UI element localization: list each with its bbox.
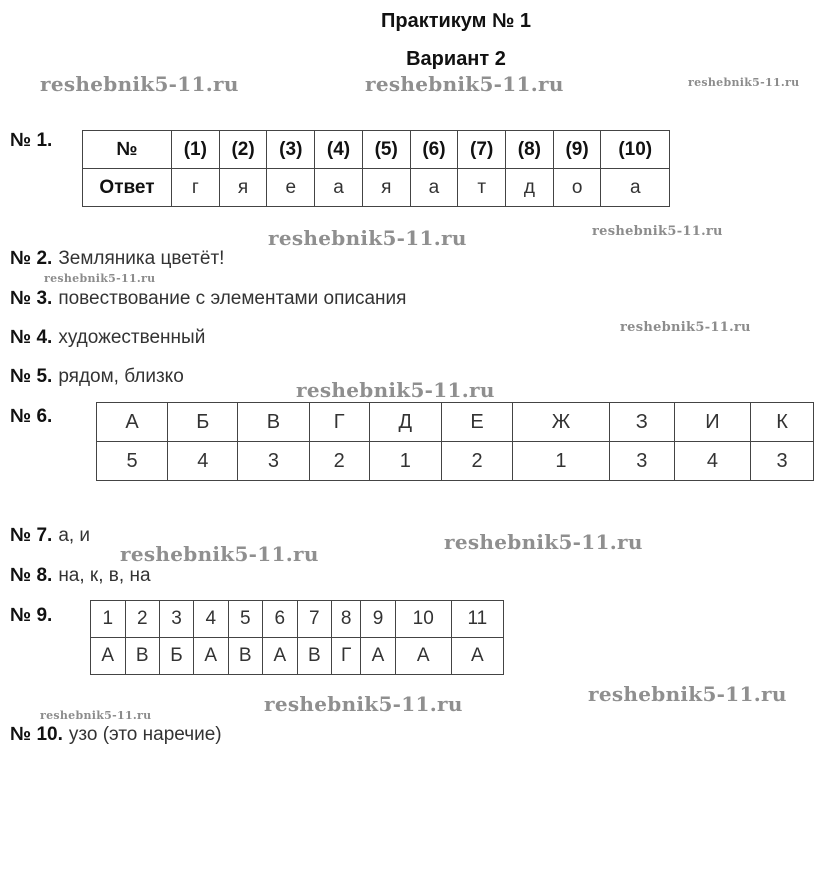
task-6 — [10, 406, 58, 428]
table-cell: 10 — [395, 601, 451, 638]
task-label: № 8. — [10, 565, 53, 586]
table-cell: (9) — [553, 131, 601, 169]
table-cell: (10) — [601, 131, 670, 169]
task-label: № 5. — [10, 366, 53, 387]
table-cell: 5 — [228, 601, 263, 638]
task-label: № 7. — [10, 525, 53, 546]
table-cell: т — [458, 169, 506, 207]
watermark: reshebnik5-11.ru — [40, 72, 239, 96]
table-cell: (2) — [219, 131, 267, 169]
table-cell: о — [553, 169, 601, 207]
task-answer: а, и — [58, 525, 91, 546]
task9-table — [90, 600, 504, 675]
table-cell: А — [263, 638, 298, 675]
table-cell: Б — [160, 638, 194, 675]
table-cell: Г — [332, 638, 361, 675]
watermark: reshebnik5-11.ru — [592, 224, 723, 239]
task1-table — [82, 130, 670, 207]
watermark: reshebnik5-11.ru — [44, 272, 156, 285]
table-cell: 3 — [238, 442, 309, 481]
task6-table — [96, 402, 814, 481]
task-label: № 10. — [10, 724, 63, 745]
watermark: reshebnik5-11.ru — [620, 320, 751, 335]
variant-title: Вариант 2 — [406, 48, 506, 70]
table-cell: Б — [168, 403, 238, 442]
table-cell: 4 — [674, 442, 750, 481]
table-row — [91, 601, 504, 638]
table-row — [83, 169, 670, 207]
table-cell: 3 — [609, 442, 674, 481]
table-header-cell: № — [83, 131, 172, 169]
table-cell: К — [751, 403, 814, 442]
table-cell: 2 — [125, 601, 160, 638]
table-cell: д — [506, 169, 554, 207]
task-answer: рядом, близко — [58, 366, 184, 387]
table-cell: А — [91, 638, 126, 675]
task-label: № 9. — [10, 605, 53, 626]
task-answer: Земляника цветёт! — [58, 248, 225, 269]
table-cell: 5 — [97, 442, 168, 481]
task-label: № 6. — [10, 406, 53, 427]
watermark: reshebnik5-11.ru — [365, 72, 564, 96]
task-7 — [10, 525, 90, 547]
table-cell: З — [609, 403, 674, 442]
table-cell: (7) — [458, 131, 506, 169]
task-answer: повествование с элементами описания — [58, 288, 407, 309]
table-cell: И — [674, 403, 750, 442]
table-cell: 6 — [263, 601, 298, 638]
table-cell: 2 — [441, 442, 512, 481]
table-cell: В — [297, 638, 332, 675]
table-cell: 11 — [451, 601, 503, 638]
table-cell: 1 — [91, 601, 126, 638]
task-label: № 1. — [10, 130, 53, 151]
task-answer: узо (это наречие) — [68, 724, 222, 745]
table-cell: 4 — [168, 442, 238, 481]
task-label: № 4. — [10, 327, 53, 348]
table-cell: (1) — [172, 131, 220, 169]
watermark: reshebnik5-11.ru — [296, 378, 495, 402]
table-cell: Д — [369, 403, 441, 442]
table-cell: В — [238, 403, 309, 442]
watermark: reshebnik5-11.ru — [588, 682, 787, 706]
table-cell: а — [601, 169, 670, 207]
table-cell: 1 — [513, 442, 610, 481]
task-label: № 2. — [10, 248, 53, 269]
table-cell: Е — [441, 403, 512, 442]
table-header-cell: Ответ — [83, 169, 172, 207]
table-cell: А — [361, 638, 396, 675]
watermark: reshebnik5-11.ru — [120, 542, 319, 566]
task-answer: на, к, в, на — [58, 565, 151, 586]
table-cell: Ж — [513, 403, 610, 442]
task-9 — [10, 605, 58, 627]
watermark: reshebnik5-11.ru — [264, 692, 463, 716]
table-cell: 3 — [160, 601, 194, 638]
table-cell: А — [451, 638, 503, 675]
task-answer: художественный — [58, 327, 206, 348]
table-row — [91, 638, 504, 675]
table-cell: (8) — [506, 131, 554, 169]
page-title: Практикум № 1 — [380, 10, 531, 32]
table-cell: (4) — [315, 131, 363, 169]
table-cell: В — [125, 638, 160, 675]
table-cell: Г — [309, 403, 369, 442]
table-cell: (3) — [267, 131, 315, 169]
table-cell: а — [315, 169, 363, 207]
task-3 — [10, 288, 406, 310]
table-cell: а — [410, 169, 458, 207]
table-cell: 8 — [332, 601, 361, 638]
table-cell: г — [172, 169, 220, 207]
table-cell: 1 — [369, 442, 441, 481]
task-8 — [10, 565, 151, 587]
task-label: № 3. — [10, 288, 53, 309]
task-10 — [10, 724, 222, 746]
table-cell: 2 — [309, 442, 369, 481]
task-4 — [10, 327, 205, 349]
table-cell: е — [267, 169, 315, 207]
table-row — [83, 131, 670, 169]
table-cell: я — [219, 169, 267, 207]
table-cell: А — [194, 638, 229, 675]
table-row — [97, 442, 814, 481]
task-5 — [10, 366, 184, 388]
table-cell: А — [395, 638, 451, 675]
watermark: reshebnik5-11.ru — [688, 76, 800, 89]
table-cell: 4 — [194, 601, 229, 638]
table-cell: 7 — [297, 601, 332, 638]
table-cell: 3 — [751, 442, 814, 481]
table-cell: (5) — [362, 131, 410, 169]
watermark: reshebnik5-11.ru — [268, 226, 467, 250]
watermark: reshebnik5-11.ru — [40, 709, 152, 722]
table-row — [97, 403, 814, 442]
table-cell: я — [362, 169, 410, 207]
table-cell: (6) — [410, 131, 458, 169]
task-1 — [10, 130, 58, 152]
table-cell: А — [97, 403, 168, 442]
task-2 — [10, 248, 224, 270]
watermark: reshebnik5-11.ru — [444, 530, 643, 554]
table-cell: В — [228, 638, 263, 675]
table-cell: 9 — [361, 601, 396, 638]
